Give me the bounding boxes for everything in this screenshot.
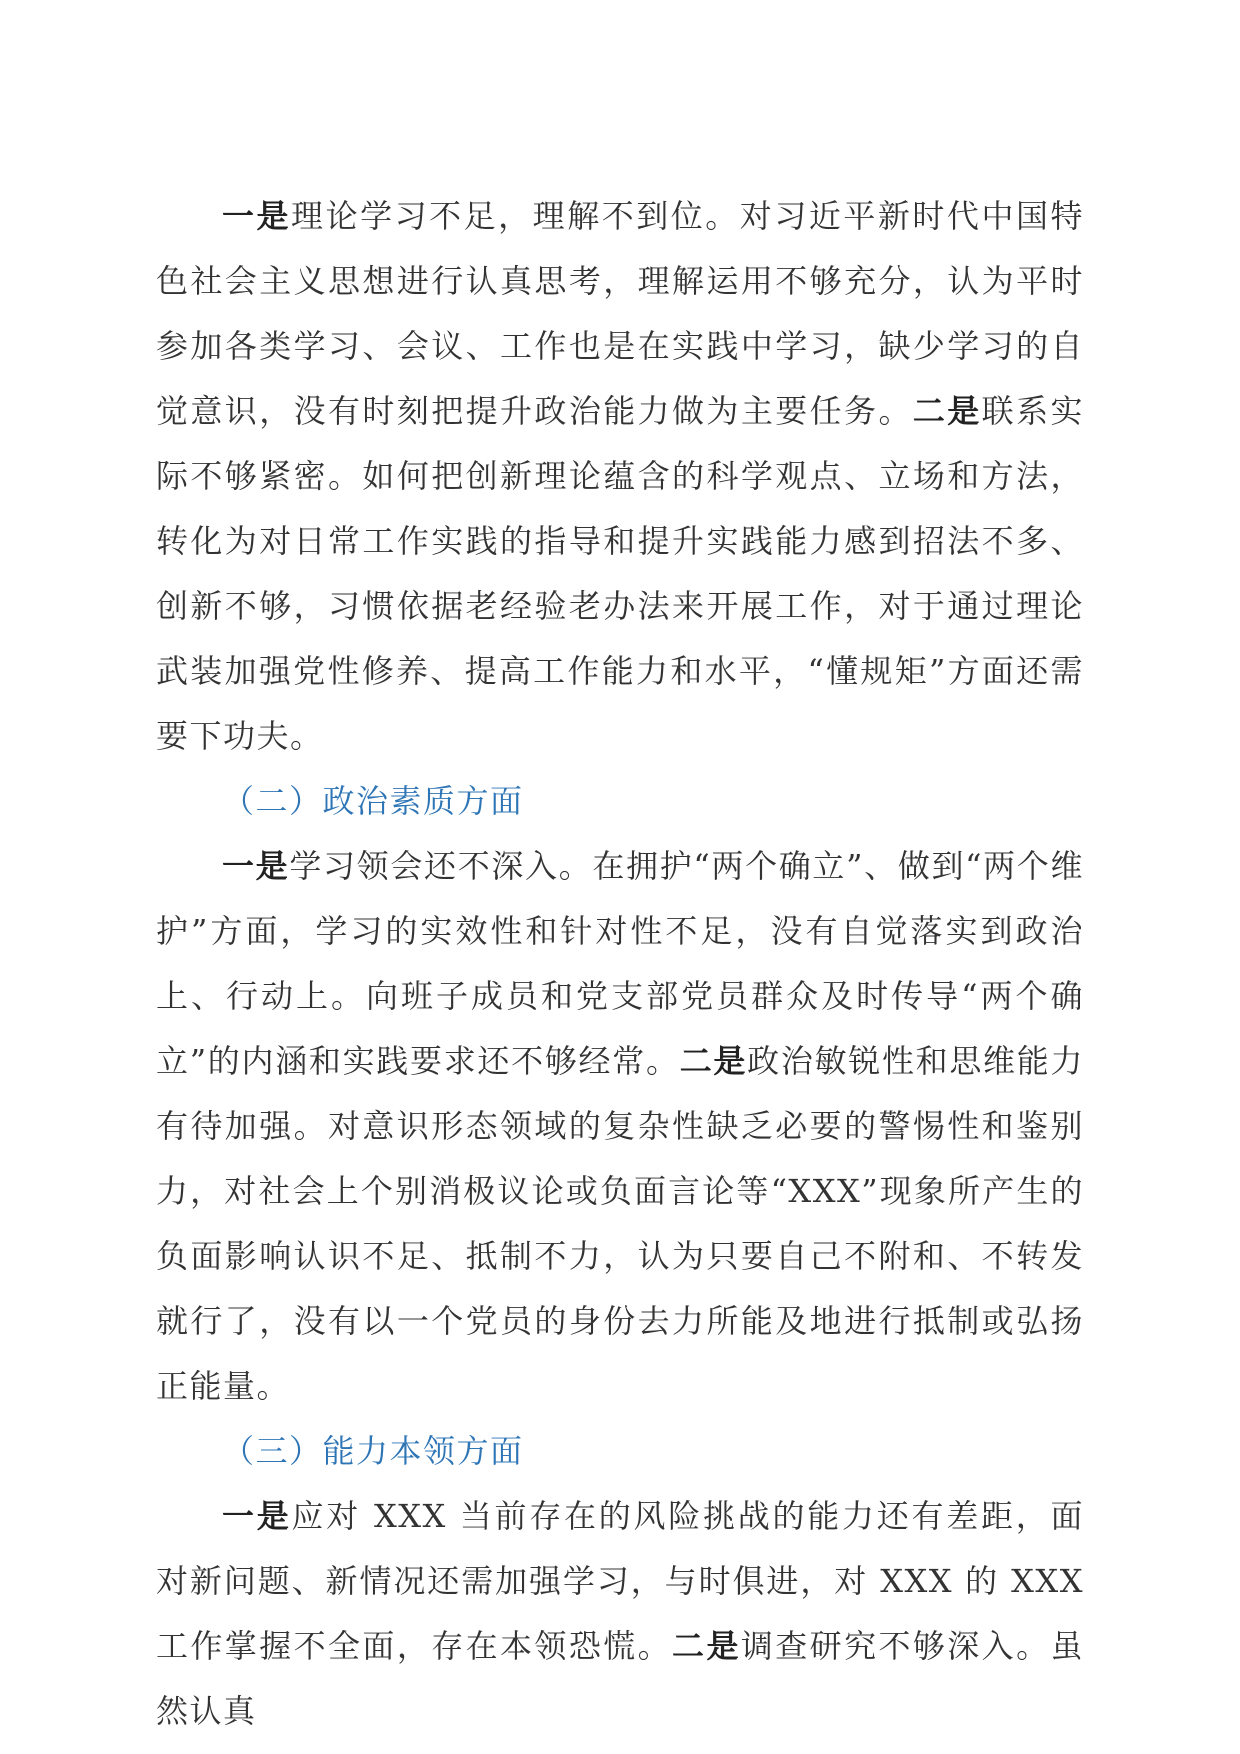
paragraph-text: 理论学习不足，理解不到位。对习近平新时代中国特色社会主义思想进行认真思考，理解运用不够充分，认为平时参加各类学习、会议、工作也是在实践中学习，缺少学习的自觉意识，没有时刻把提升政治能力做为主要任务。 bbox=[156, 197, 1084, 430]
paragraph-text: 联系实际不够紧密。如何把创新理论蕴含的科学观点、立场和方法，转化为对日常工作实践的指导和提升实践能力感到招法不多、创新不够，习惯依据老经验老办法来开展工作，对于通过理论武装加强党性修养、提高工作能力和水平，“懂规矩”方面还需要下功夫。 bbox=[156, 392, 1084, 755]
lead-marker-first: 一是 bbox=[222, 847, 290, 885]
paragraph-text: 调查研究不够深入。虽然认真 bbox=[156, 1627, 1084, 1730]
paragraph-text: 学习领会还不深入。在拥护“两个确立”、做到“两个维护”方面，学习的实效性和针对性不足，没有自觉落实到政治上、行动上。向班子成员和党支部党员群众及时传导“两个确立”的内涵和实践要求还不够经常。 bbox=[156, 847, 1084, 1080]
document-page bbox=[156, 184, 1084, 1744]
paragraph-text: 应对 XXX 当前存在的风险挑战的能力还有差距，面对新问题、新情况还需加强学习，与时俱进，对 XXX 的 XXX 工作掌握不全面，存在本领恐慌。 bbox=[156, 1497, 1084, 1665]
lead-marker-first: 一是 bbox=[222, 197, 292, 235]
paragraph-ability bbox=[156, 1484, 1084, 1744]
paragraph-political-quality bbox=[156, 834, 1084, 1419]
lead-marker-second: 二是 bbox=[679, 1042, 748, 1080]
lead-marker-second: 二是 bbox=[672, 1627, 741, 1665]
lead-marker-first: 一是 bbox=[222, 1497, 292, 1535]
section-heading-political-quality: （二）政治素质方面 bbox=[222, 782, 524, 820]
lead-marker-second: 二是 bbox=[912, 392, 982, 430]
paragraph-text: 政治敏锐性和思维能力有待加强。对意识形态领域的复杂性缺乏必要的警惕性和鉴别力，对社会上个别消极议论或负面言论等“XXX”现象所产生的负面影响认识不足、抵制不力，认为只要自己不附和、不转发就行了，没有以一个党员的身份去力所能及地进行抵制或弘扬正能量。 bbox=[156, 1042, 1084, 1405]
paragraph-theory-study bbox=[156, 184, 1084, 769]
section-heading-ability: （三）能力本领方面 bbox=[222, 1432, 524, 1470]
